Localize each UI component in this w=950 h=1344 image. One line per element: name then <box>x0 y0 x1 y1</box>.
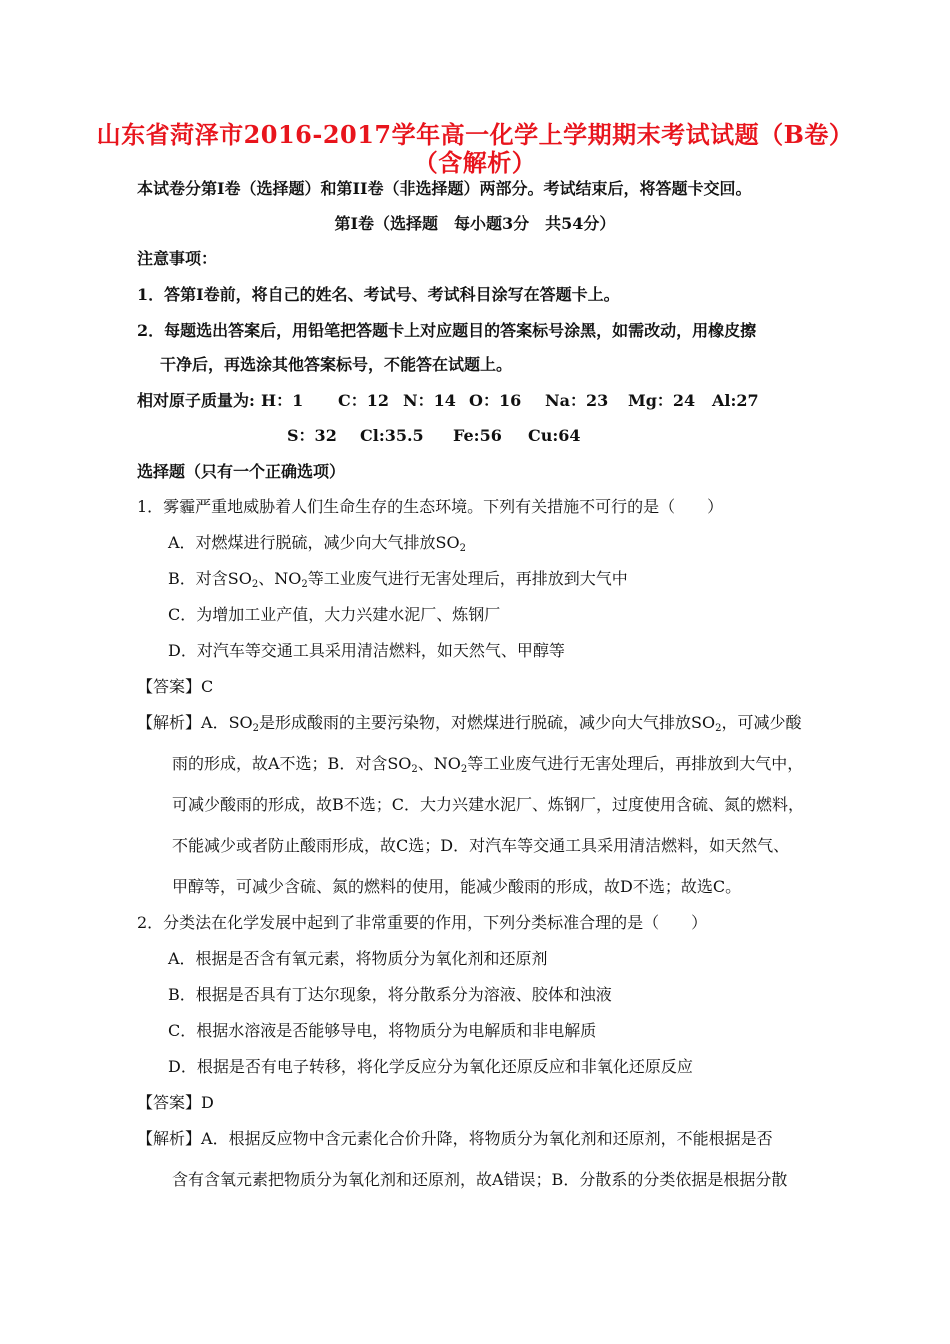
q1-answer: 【答案】C <box>137 677 214 696</box>
atomic-mass-c: C：12 <box>338 391 390 410</box>
atomic-mass-cl: Cl:35.5 <box>360 426 424 445</box>
note-2-continued: 干净后，再选涂其他答案标号，不能答在试题上。 <box>160 355 513 374</box>
choice-heading: 选择题（只有一个正确选项） <box>137 462 346 481</box>
q1-stem: 1．雾霾严重地威胁着人们生命生存的生态环境。下列有关措施不可行的是（ ） <box>137 497 724 516</box>
atomic-mass-n: N：14 <box>403 391 456 410</box>
atomic-mass-na: Na：23 <box>545 391 609 410</box>
notes-heading: 注意事项： <box>137 249 218 268</box>
q1-analysis-line-5: 甲醇等，可减少含硫、氮的燃料的使用，能减少酸雨的形成，故D不选；故选C。 <box>172 877 742 896</box>
q2-answer: 【答案】D <box>137 1093 214 1112</box>
q1-option-d: D．对汽车等交通工具采用清洁燃料，如天然气、甲醇等 <box>168 641 565 660</box>
atomic-mass-o: O：16 <box>469 391 522 410</box>
q1-analysis-line-1: 【解析】A．$SO_2$是形成酸雨的主要污染物，对燃煤进行脱硫，减少向大气排放$SO_2$，可减少酸 <box>137 713 802 734</box>
q1-option-b: B．对含$SO_2$、$NO_2$等工业废气进行无害处理后，再排放到大气中 <box>168 569 628 590</box>
q1-analysis-line-4: 不能减少或者防止酸雨形成，故C选；D．对汽车等交通工具采用清洁燃料，如天然气、 <box>172 836 790 855</box>
atomic-mass-s: S：32 <box>287 426 337 445</box>
q1-analysis-line-2: 雨的形成，故A不选；B．对含$SO_2$、$NO_2$等工业废气进行无害处理后，再排放到大气中， <box>172 754 804 775</box>
document-subtitle: （含解析） <box>413 148 537 177</box>
section-heading: 第Ⅰ卷（选择题 每小题3分 共54分） <box>334 214 616 233</box>
q2-option-d: D．根据是否有电子转移，将化学反应分为氧化还原反应和非氧化还原反应 <box>168 1057 693 1076</box>
atomic-mass-mg: Mg：24 <box>628 391 696 410</box>
note-2: 2．每题选出答案后，用铅笔把答题卡上对应题目的答案标号涂黑，如需改动，用橡皮擦 <box>137 321 757 340</box>
q2-option-c: C．根据水溶液是否能够导电，将物质分为电解质和非电解质 <box>168 1021 597 1040</box>
atomic-mass-h: H：1 <box>261 391 304 410</box>
q2-stem: 2．分类法在化学发展中起到了非常重要的作用，下列分类标准合理的是（ ） <box>137 913 708 932</box>
atomic-mass-al: Al:27 <box>712 391 759 410</box>
q1-option-a: A．对燃煤进行脱硫，减少向大气排放$SO_2$ <box>168 533 467 554</box>
q2-analysis-line-1: 【解析】A．根据反应物中含元素化合价升降，将物质分为氧化剂和还原剂，不能根据是否 <box>137 1129 773 1148</box>
q2-option-a: A．根据是否含有氧元素，将物质分为氧化剂和还原剂 <box>168 949 548 968</box>
intro-text: 本试卷分第Ⅰ卷（选择题）和第II卷（非选择题）两部分。考试结束后，将答题卡交回。 <box>137 179 752 198</box>
document-title: 山东省菏泽市2016-2017学年高一化学上学期期末考试试题（B卷） <box>96 120 854 149</box>
note-1: 1．答第Ⅰ卷前，将自己的姓名、考试号、考试科目涂写在答题卡上。 <box>137 285 620 304</box>
q2-analysis-line-2: 含有含氧元素把物质分为氧化剂和还原剂，故A错误；B．分散系的分类依据是根据分散 <box>172 1170 788 1189</box>
q1-option-c: C．为增加工业产值，大力兴建水泥厂、炼钢厂 <box>168 605 501 624</box>
atomic-mass-fe: Fe:56 <box>453 426 502 445</box>
q1-analysis-line-3: 可减少酸雨的形成，故B不选；C．大力兴建水泥厂、炼钢厂，过度使用含硫、氮的燃料， <box>172 795 805 814</box>
q2-option-b: B．根据是否具有丁达尔现象，将分散系分为溶液、胶体和浊液 <box>168 985 612 1004</box>
atomic-mass-label: 相对原子质量为: <box>137 391 255 410</box>
atomic-mass-cu: Cu:64 <box>528 426 581 445</box>
